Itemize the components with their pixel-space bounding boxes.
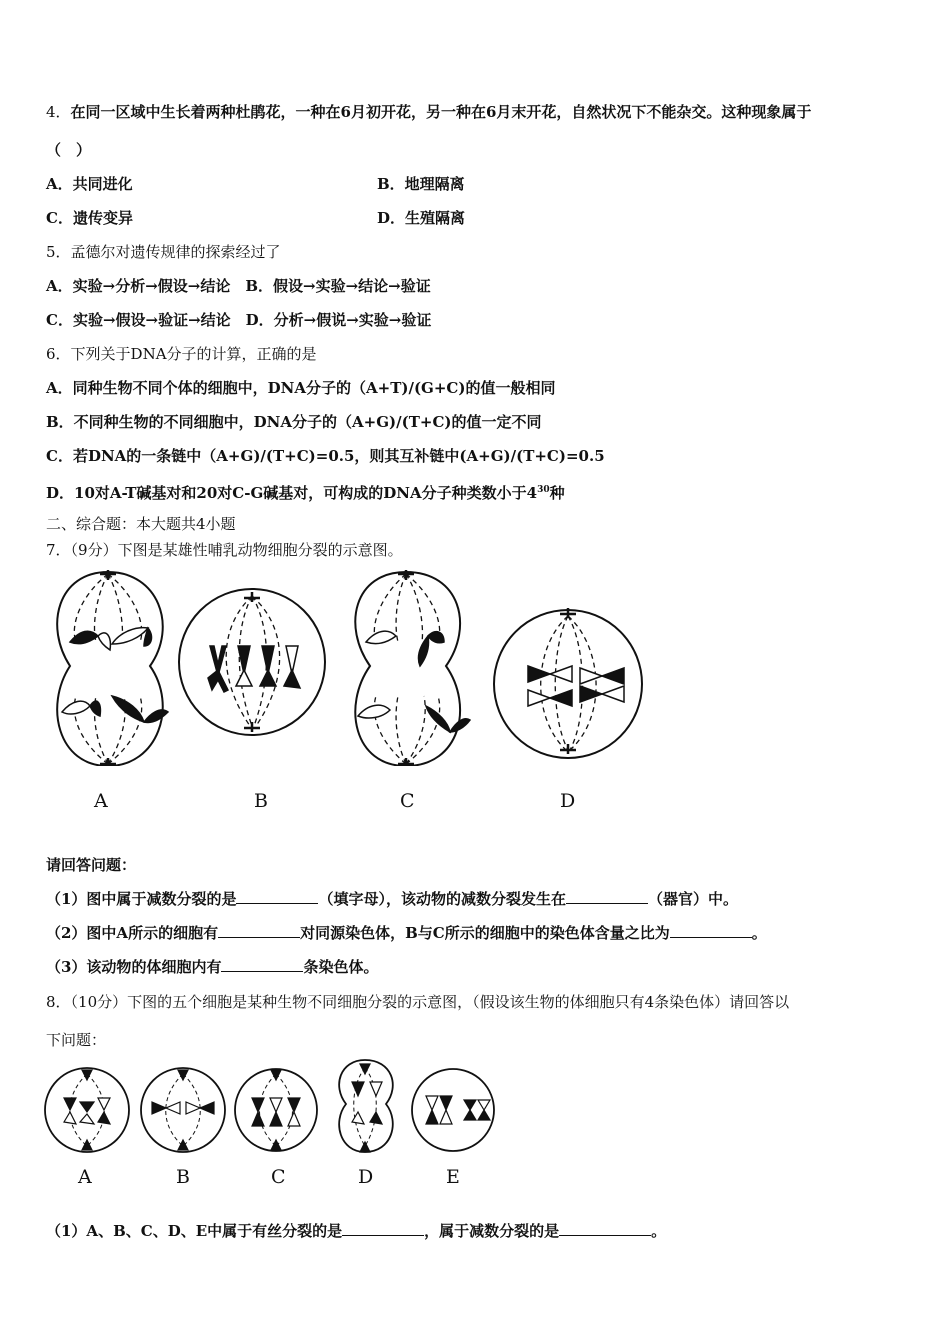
q7-sub1-part1: （1）图中属于减数分裂的是: [46, 890, 237, 908]
q7-sub3-part2: 条染色体。: [303, 958, 379, 976]
q7-sub2: [46, 923, 767, 943]
q6-option-c: C．若DNA的一条链中（A+G)/(T+C)=0.5，则其互补链中(A+G)/(T+C)=0.5: [46, 447, 605, 465]
q4-number: 4．: [46, 103, 71, 121]
q8-sub1: [46, 1221, 666, 1241]
q8-sub1-part3: 。: [651, 1222, 667, 1240]
q6-stem: 6．下列关于DNA分子的计算，正确的是: [46, 345, 317, 363]
cell-c-membrane: [355, 572, 460, 766]
q7-figure-label-c: C: [400, 790, 415, 812]
answer-blank[interactable]: [670, 923, 752, 938]
q7-sub2-part2: 对同源染色体，B与C所示的细胞中的染色体含量之比为: [300, 924, 670, 942]
q8-sub1-part2: ，属于减数分裂的是: [424, 1222, 560, 1240]
q8-figure-label-b: B: [176, 1166, 190, 1188]
answer-blank[interactable]: [221, 957, 303, 972]
q6-option-d-text: D．10对A-T碱基对和20对C-G碱基对，可构成的DNA分子种类数小于4: [46, 484, 538, 502]
q4-option-a: A．共同进化: [46, 175, 133, 193]
q8-cell-d: [339, 1060, 393, 1152]
q8-sub1-part1: （1）A、B、C、D、E中属于有丝分裂的是: [46, 1222, 343, 1240]
q7-sub3-part1: （3）该动物的体细胞内有: [46, 958, 222, 976]
q7-sub3: [46, 957, 378, 977]
q7-sub1-part2: （填字母），该动物的减数分裂发生在: [318, 890, 566, 908]
q6-option-a: A．同种生物不同个体的细胞中，DNA分子的（A+T)/(G+C)的值一般相同: [46, 379, 556, 397]
q5-options-ab: A．实验→分析→假设→结论 B．假设→实验→结论→验证: [46, 277, 431, 295]
q7-figure: [40, 566, 650, 766]
section-2-title: 二、综合题：本大题共4小题: [46, 515, 236, 533]
q7-sub2-part1: （2）图中A所示的细胞有: [46, 924, 219, 942]
cell-a-membrane: [57, 572, 163, 766]
q6-option-b: B．不同种生物的不同细胞中，DNA分子的（A+G)/(T+C)的值一定不同: [46, 413, 542, 431]
q5-stem: 5．孟德尔对遗传规律的探索经过了: [46, 243, 281, 261]
answer-blank[interactable]: [559, 1221, 651, 1236]
q7-sub2-part3: 。: [751, 924, 767, 942]
q7-sub1: [46, 889, 738, 909]
q6-option-d-unit: 种: [549, 484, 565, 502]
q7-figure-label-b: B: [254, 790, 268, 812]
cell-b-membrane: [179, 589, 325, 735]
q8-figure-label-c: C: [271, 1166, 286, 1188]
q4-option-c: C．遗传变异: [46, 209, 133, 227]
answer-blank[interactable]: [342, 1221, 424, 1236]
answer-blank[interactable]: [236, 889, 318, 904]
q8-figure-label-e: E: [446, 1166, 460, 1188]
q8-stem-cont: 下问题：: [46, 1031, 107, 1049]
q4-option-d: D．生殖隔离: [377, 209, 466, 227]
q6-option-d-exponent: 30: [537, 485, 550, 495]
q8-cell-e: [412, 1069, 494, 1151]
q4-stem-text: 在同一区域中生长着两种杜鹃花，一种在6月初开花，另一种在6月末开花，自然状况下不能杂交。这种现象属于: [70, 103, 812, 121]
answer-blank[interactable]: [218, 923, 300, 938]
q7-sub1-part3: （器官）中。: [647, 890, 738, 908]
q8-figure-label-d: D: [358, 1166, 374, 1188]
q4-option-b: B．地理隔离: [377, 175, 465, 193]
q5-options-cd: C．实验→假设→验证→结论 D．分析→假说→实验→验证: [46, 311, 432, 329]
q7-figure-label-a: A: [94, 790, 108, 812]
q4-stem: [46, 102, 811, 122]
q8-figure-label-a: A: [78, 1166, 92, 1188]
answer-blank[interactable]: [566, 889, 648, 904]
q8-stem: 8．（10分）下图的五个细胞是某种生物不同细胞分裂的示意图，（假设该生物的体细胞只有4条染色体）请回答以: [46, 993, 790, 1011]
q7-prompt: 请回答问题：: [46, 856, 137, 874]
q6-option-d: [46, 480, 565, 503]
cell-d-membrane: [494, 610, 642, 758]
q7-stem: 7．（9分）下图是某雄性哺乳动物细胞分裂的示意图。: [46, 541, 403, 559]
q7-figure-label-d: D: [560, 790, 576, 812]
q4-paren: （ ）: [46, 141, 92, 159]
q8-figure: [40, 1056, 500, 1156]
